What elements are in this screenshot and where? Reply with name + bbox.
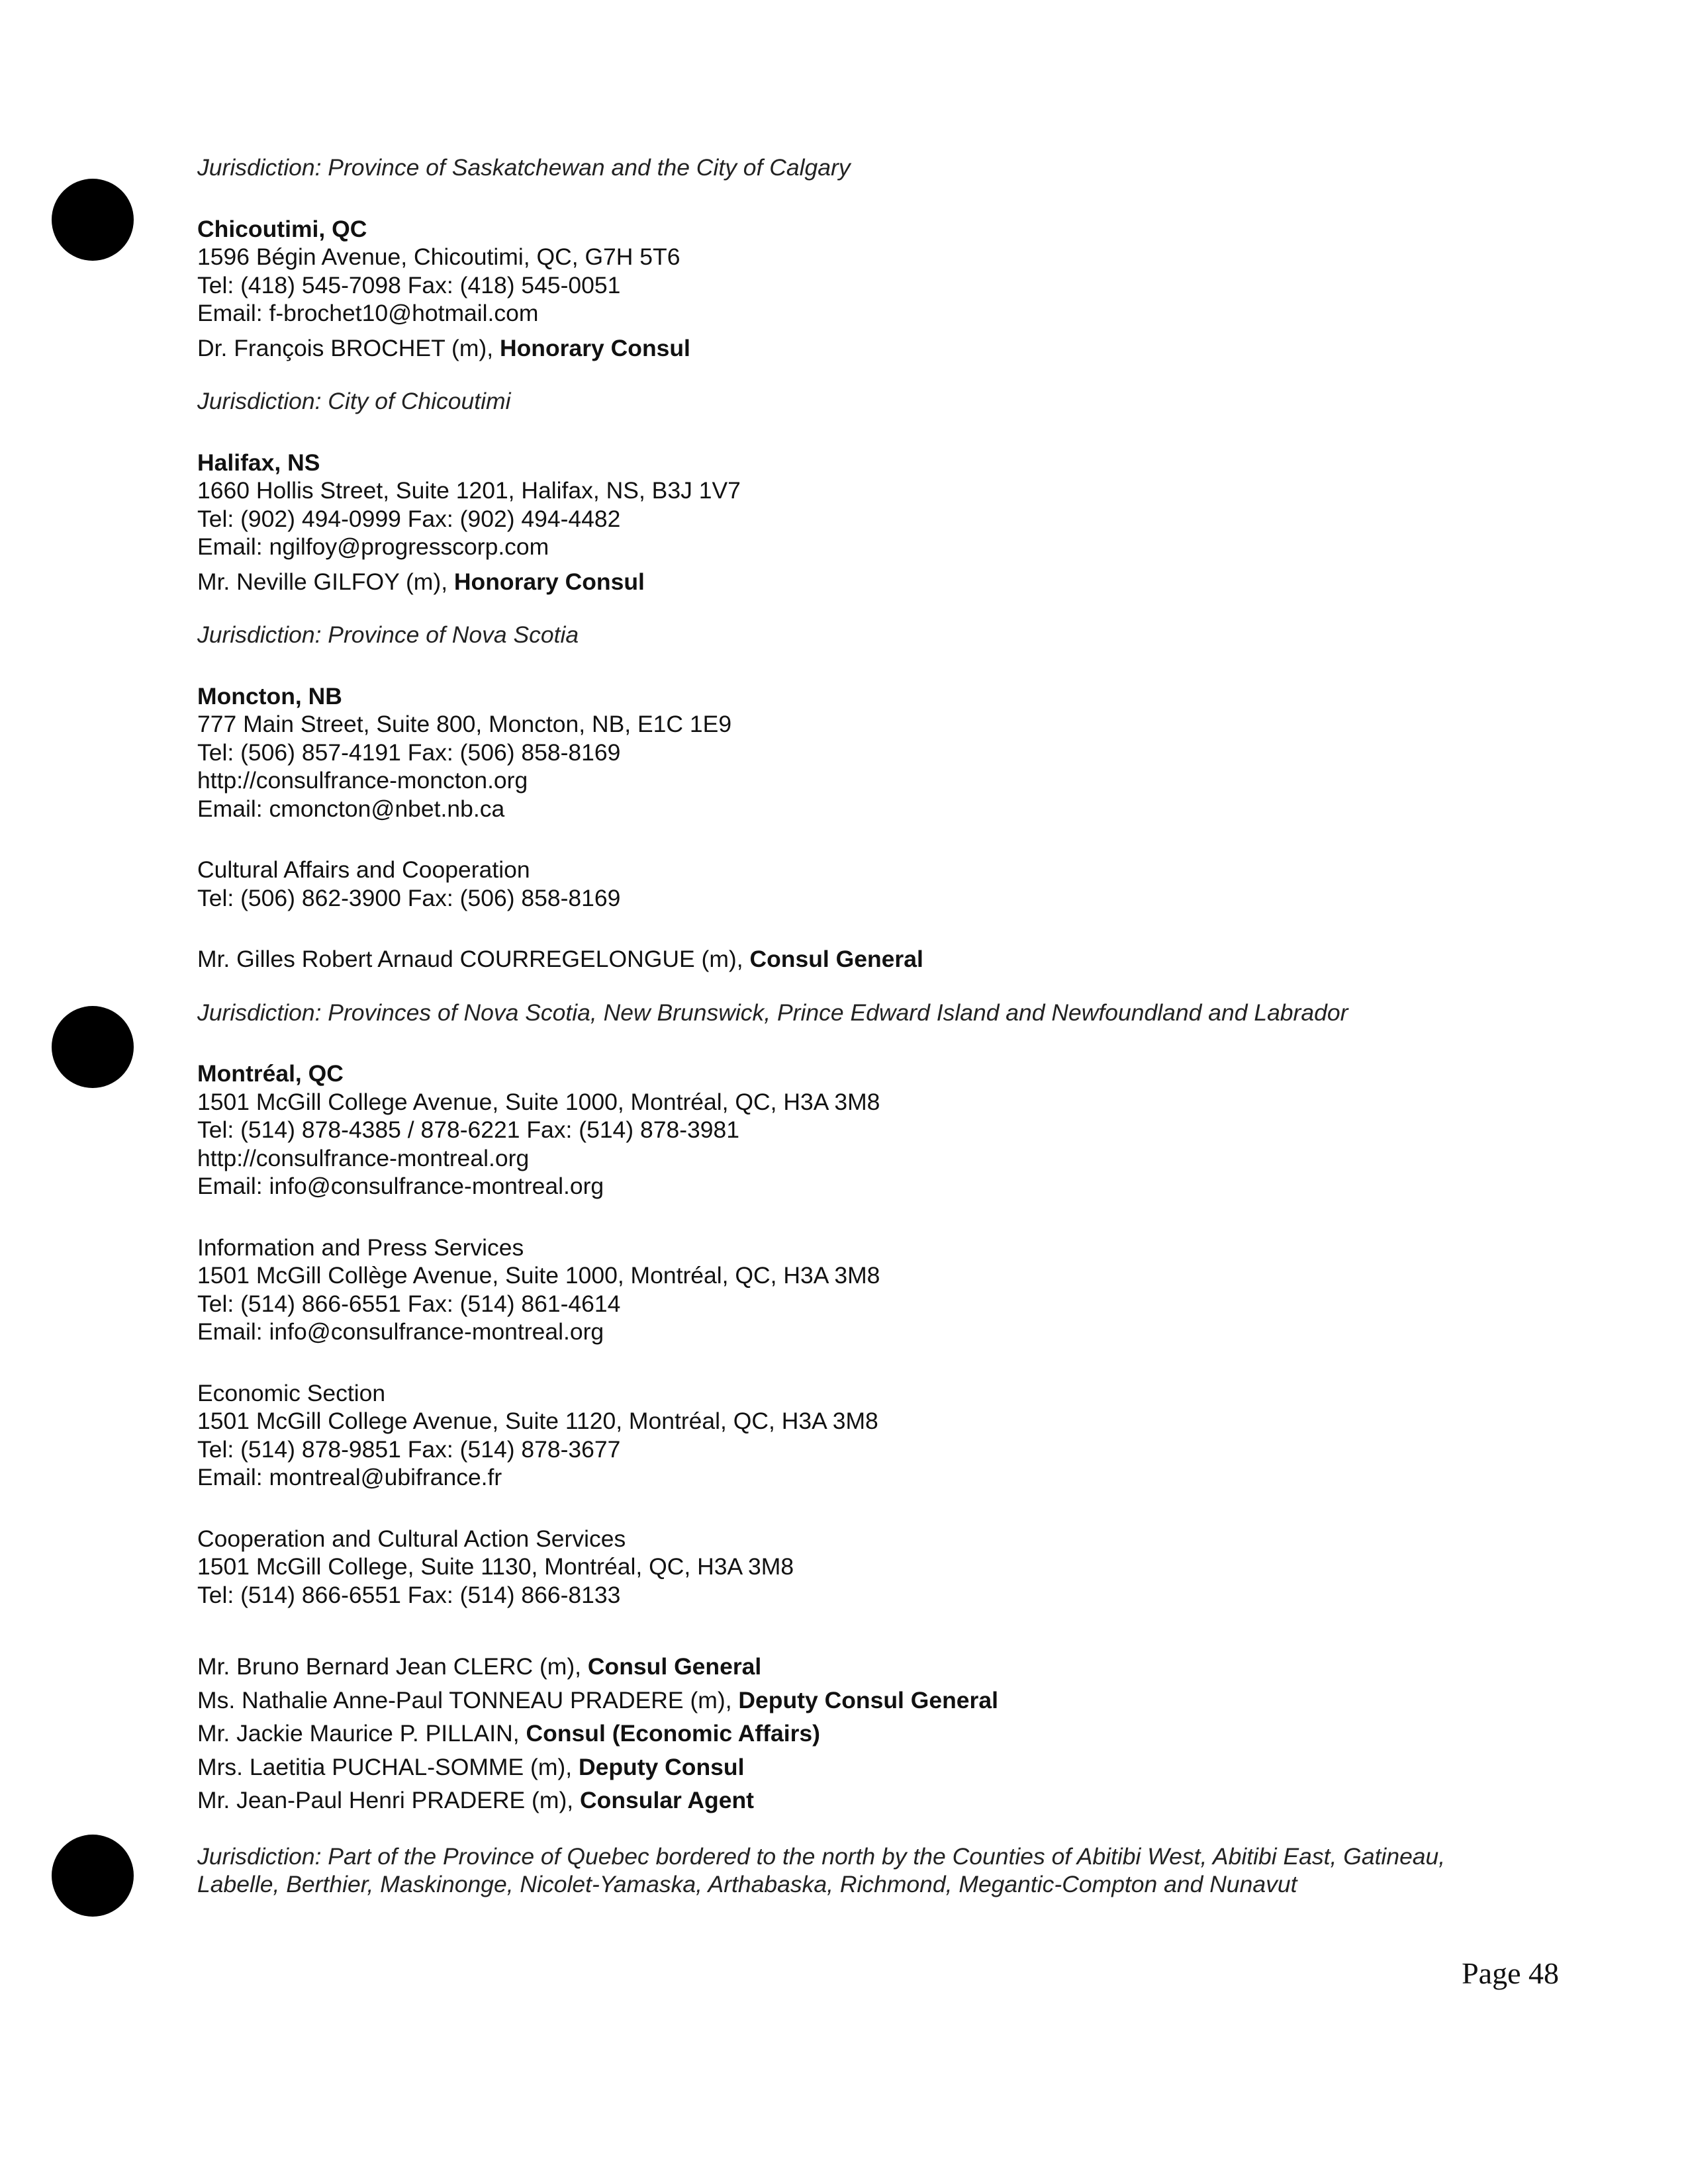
staff-title: Deputy Consul: [578, 1753, 745, 1780]
consul-title: Honorary Consul: [499, 334, 690, 361]
email: Email: cmoncton@nbet.nb.ca: [197, 795, 505, 822]
section-label: Economic Section: [197, 1379, 386, 1406]
email: Email: info@consulfrance-montreal.org: [197, 1173, 604, 1199]
email: Email: info@consulfrance-montreal.org: [197, 1318, 604, 1345]
phone-fax: Tel: (418) 545-7098 Fax: (418) 545-0051: [197, 271, 621, 298]
page-number: Page 48: [1462, 1956, 1559, 1990]
city-heading: Halifax, NS: [197, 449, 320, 476]
jurisdiction-line-2: Labelle, Berthier, Maskinonge, Nicolet-Yamaska, Arthabaska, Richmond, Megantic-Compton and Nunavut: [197, 1870, 1297, 1897]
staff-name: Ms. Nathalie Anne-Paul TONNEAU PRADERE (m),: [197, 1686, 739, 1713]
jurisdiction: Jurisdiction: City of Chicoutimi: [197, 388, 511, 414]
website: http://consulfrance-montreal.org: [197, 1144, 530, 1171]
consul-title: Consul General: [749, 946, 923, 972]
email: Email: f-brochet10@hotmail.com: [197, 300, 539, 326]
staff-title: Consul General: [587, 1653, 762, 1680]
staff-name: Mr. Jackie Maurice P. PILLAIN,: [197, 1720, 526, 1747]
address: 1660 Hollis Street, Suite 1201, Halifax, NS, B3J 1V7: [197, 477, 741, 504]
punch-hole-bottom: [52, 1835, 134, 1917]
staff-title: Consular Agent: [580, 1787, 754, 1813]
jurisdiction: [197, 1843, 1601, 1898]
consul-entry: [197, 334, 1601, 363]
punch-hole-top: [52, 179, 134, 261]
punch-hole-middle: [52, 1006, 134, 1088]
jurisdiction: Jurisdiction: Provinces of Nova Scotia, New Brunswick, Prince Edward Island and Newfoundland and Labrador: [197, 999, 1348, 1026]
consul-entry: [197, 945, 1601, 974]
city-heading: Chicoutimi, QC: [197, 215, 367, 242]
staff-title: Consul (Economic Affairs): [526, 1720, 820, 1747]
city-heading: Montréal, QC: [197, 1060, 344, 1087]
staff-entry: [197, 1751, 1601, 1784]
address: 1501 McGill College Avenue, Suite 1120, Montréal, QC, H3A 3M8: [197, 1408, 878, 1434]
section-label: Information and Press Services: [197, 1234, 524, 1261]
consulate-halifax: [197, 449, 1601, 649]
address: 777 Main Street, Suite 800, Moncton, NB, E1C 1E9: [197, 711, 732, 737]
consulate-list: [197, 154, 1601, 1898]
section-label: Cooperation and Cultural Action Services: [197, 1525, 626, 1552]
consulate-montreal: [197, 1060, 1601, 1898]
website: http://consulfrance-moncton.org: [197, 767, 528, 794]
staff-entry: [197, 1684, 1601, 1717]
address: 1501 McGill College, Suite 1130, Montréal, QC, H3A 3M8: [197, 1553, 794, 1580]
staff-title: Deputy Consul General: [738, 1686, 998, 1713]
staff-entry: [197, 1784, 1601, 1817]
economic-section: [197, 1379, 1601, 1492]
phone-fax: Tel: (514) 866-6551 Fax: (514) 866-8133: [197, 1581, 621, 1608]
staff-entry: [197, 1717, 1601, 1751]
cultural-affairs-label: Cultural Affairs and Cooperation: [197, 856, 530, 883]
cultural-affairs-phone: Tel: (506) 862-3900 Fax: (506) 858-8169: [197, 884, 621, 911]
phone-fax: Tel: (514) 878-4385 / 878-6221 Fax: (514) 878-3981: [197, 1116, 740, 1143]
consulate-chicoutimi: [197, 215, 1601, 416]
phone-fax: Tel: (514) 878-9851 Fax: (514) 878-3677: [197, 1435, 621, 1463]
jurisdiction-line-1: Jurisdiction: Part of the Province of Quebec bordered to the north by the Counties of Abitibi West, Abitibi East, Gatineau,: [197, 1843, 1446, 1870]
city-heading: Moncton, NB: [197, 682, 342, 709]
press-services: [197, 1234, 1601, 1346]
address: 1501 McGill College Avenue, Suite 1000, Montréal, QC, H3A 3M8: [197, 1088, 880, 1115]
jurisdiction-calgary: Jurisdiction: Province of Saskatchewan and the City of Calgary: [197, 154, 851, 181]
phone-fax: Tel: (514) 866-6551 Fax: (514) 861-4614: [197, 1290, 621, 1317]
address: 1501 McGill Collège Avenue, Suite 1000, Montréal, QC, H3A 3M8: [197, 1262, 880, 1289]
consul-name: Dr. François BROCHET (m),: [197, 334, 500, 361]
phone-fax: Tel: (506) 857-4191 Fax: (506) 858-8169: [197, 739, 621, 766]
email: Email: ngilfoy@progresscorp.com: [197, 533, 549, 560]
cooperation-services: [197, 1525, 1601, 1610]
phone-fax: Tel: (902) 494-0999 Fax: (902) 494-4482: [197, 505, 621, 532]
staff-name: Mr. Jean-Paul Henri PRADERE (m),: [197, 1787, 581, 1813]
consul-title: Honorary Consul: [453, 568, 645, 595]
consulate-moncton: [197, 682, 1601, 1027]
address: 1596 Bégin Avenue, Chicoutimi, QC, G7H 5T6: [197, 244, 680, 270]
email: Email: montreal@ubifrance.fr: [197, 1464, 502, 1490]
consul-name: Mr. Neville GILFOY (m),: [197, 568, 454, 595]
consular-staff-list: [197, 1650, 1601, 1817]
consul-entry: [197, 568, 1601, 596]
staff-name: Mr. Bruno Bernard Jean CLERC (m),: [197, 1653, 588, 1680]
consul-name: Mr. Gilles Robert Arnaud COURREGELONGUE (m),: [197, 946, 750, 972]
jurisdiction: Jurisdiction: Province of Nova Scotia: [197, 621, 579, 648]
staff-name: Mrs. Laetitia PUCHAL-SOMME (m),: [197, 1753, 579, 1780]
staff-entry: [197, 1650, 1601, 1684]
